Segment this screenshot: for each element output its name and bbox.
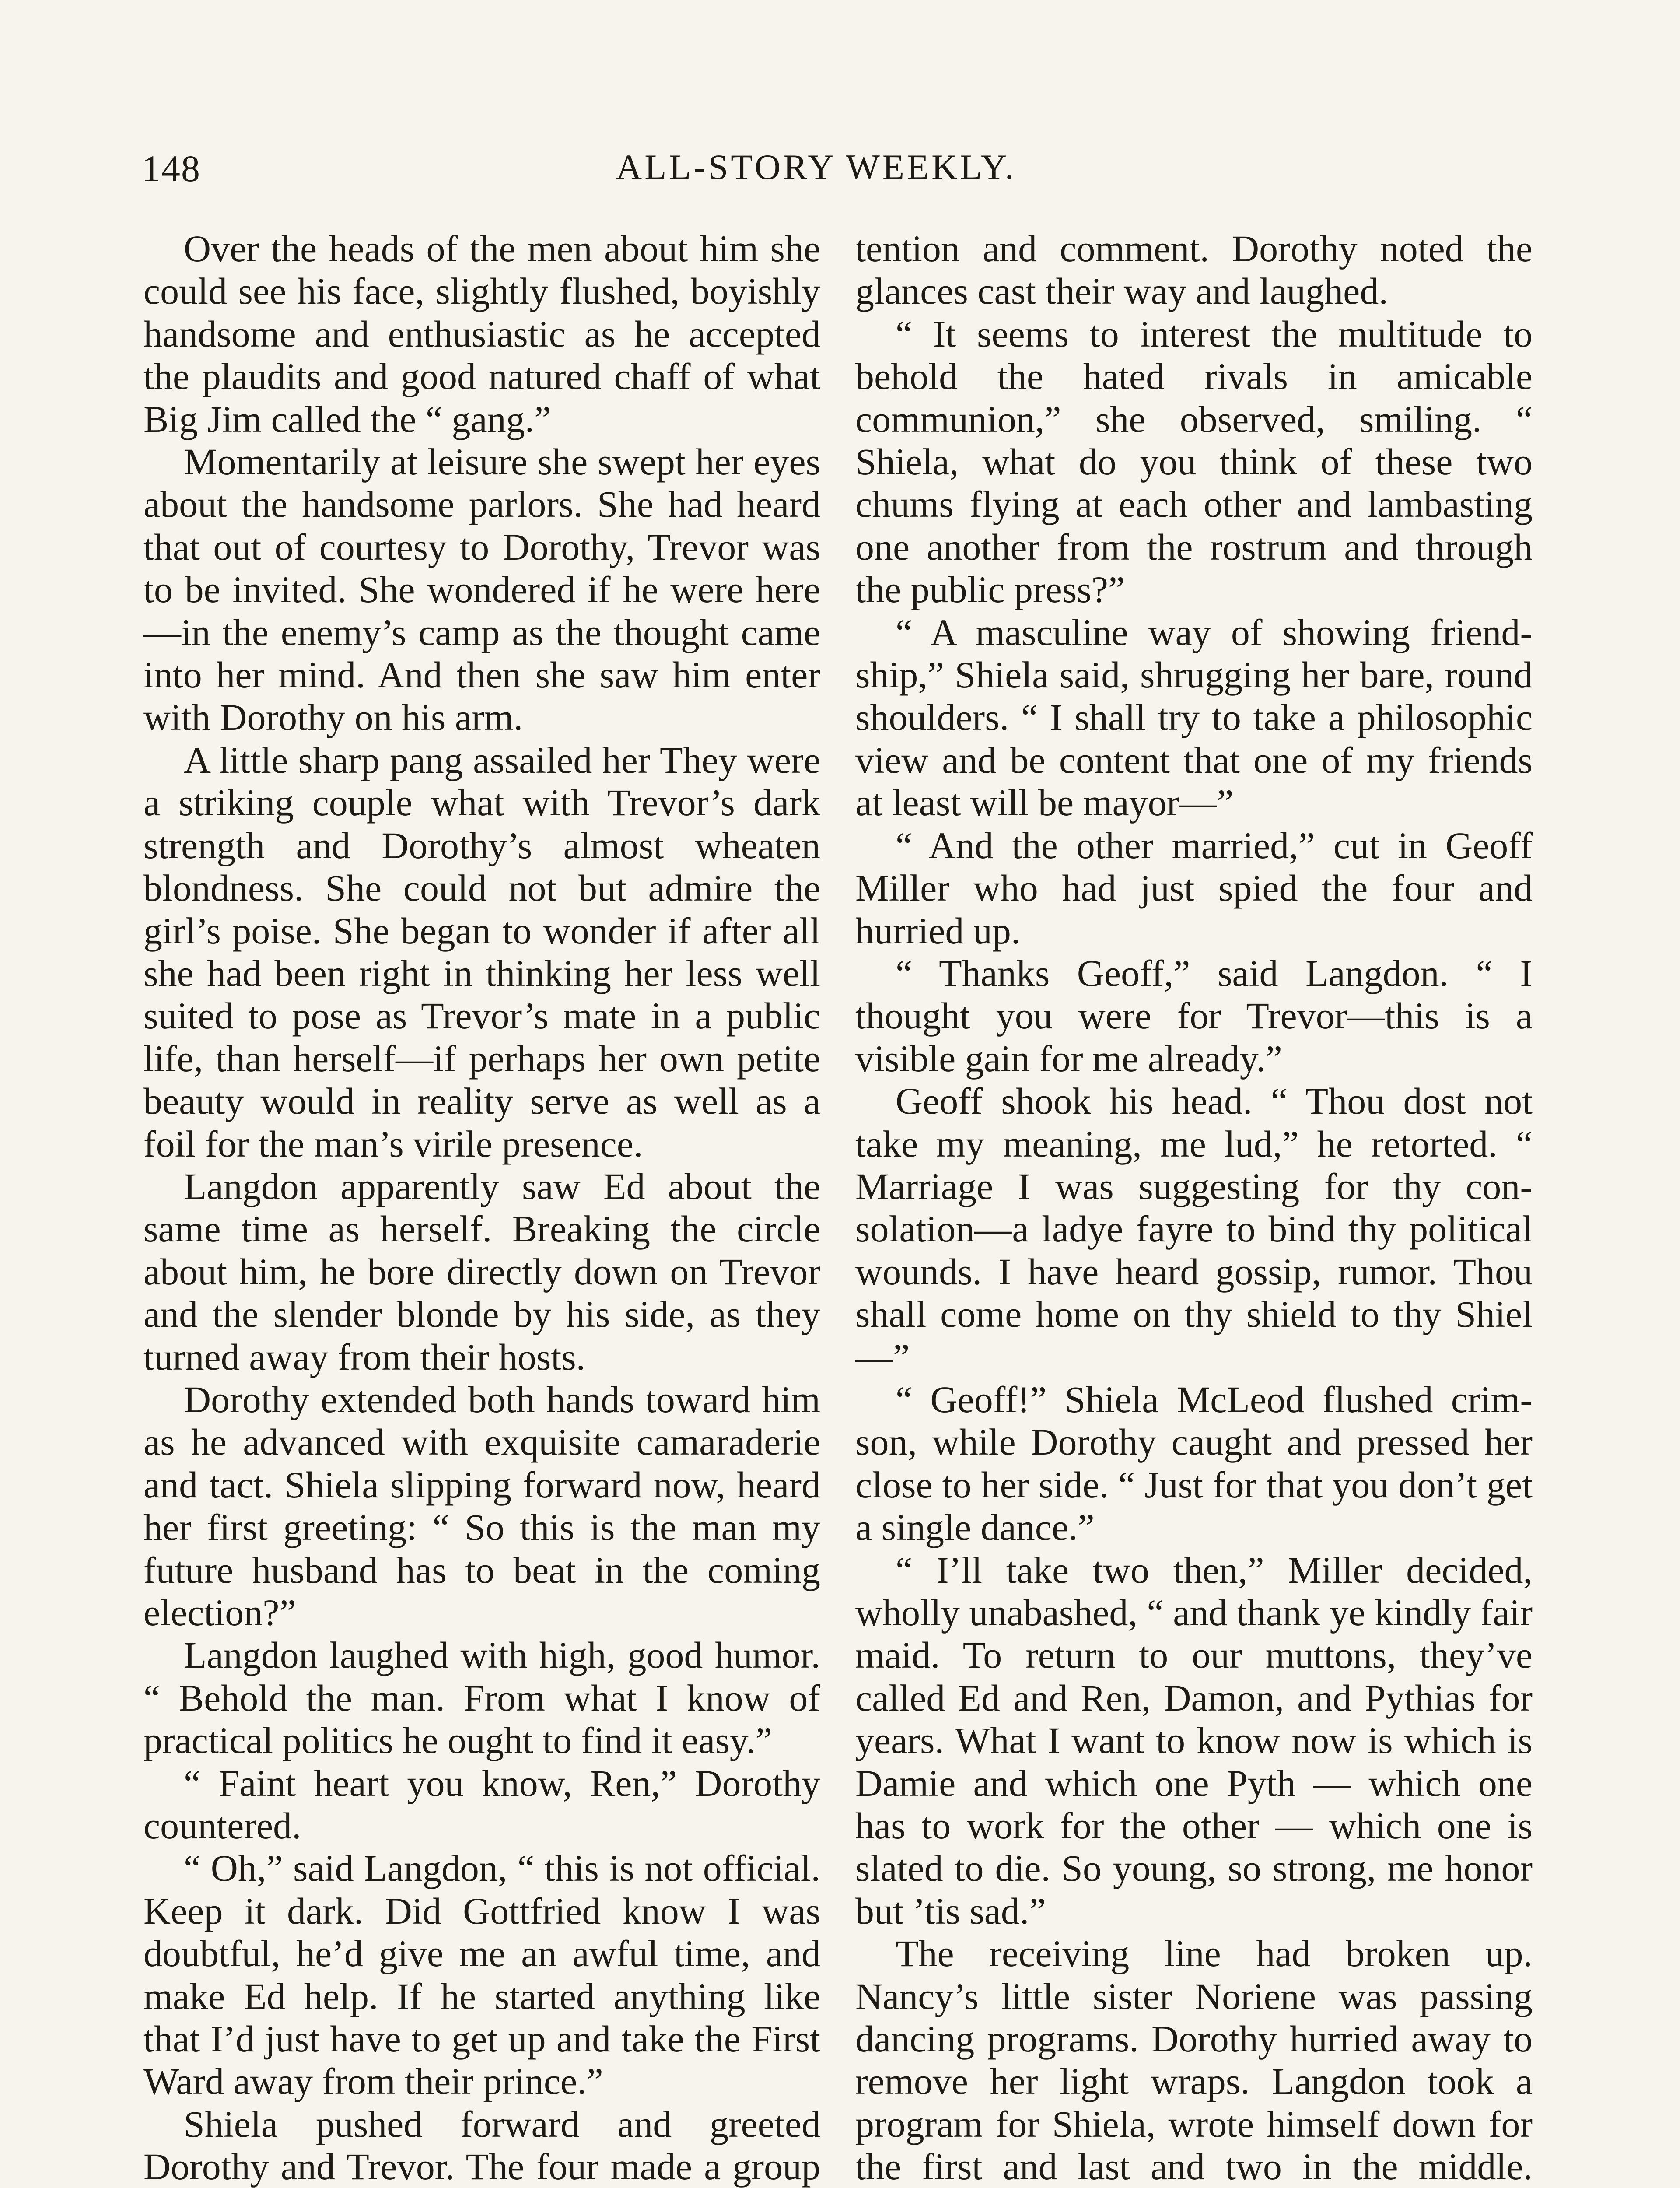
- paragraph: Momentarily at leisure she swept her eyes about the handsome parlors. She had heard that out of courtesy to Dorothy, Trevor was to be invited. She wondered if he were here—in the enemy’s camp as the thought came into her mind. And then she saw him enter with Dorothy on his arm.: [144, 441, 820, 739]
- paragraph: Over the heads of the men about him she could see his face, slightly flushed, boyishly handsome and enthusiastic as he accepted the plaudits and good natured chaff of what Big Jim called the “ gang.”: [144, 228, 820, 440]
- paragraph: “ A masculine way of showing friendship,” Shiela said, shrugging her bare, round shoulders. “ I shall try to take a philosophic view and be content that one of my friends at least will be mayor—”: [855, 611, 1533, 824]
- text-column-left: [144, 228, 820, 2188]
- paragraph: “ It seems to interest the multitude to behold the hated rivals in amicable communion,” she observed, smiling. “ Shiela, what do you think of these two chums flying at each other and lambasting one another from the rostrum and through the public press?”: [855, 312, 1533, 611]
- paragraph: Dorothy extended both hands toward him as he advanced with exquisite camaraderie and tact. Shiela slipping forward now, heard her first greeting: “ So this is the man my future husband has to beat in the coming election?”: [144, 1378, 820, 1634]
- paragraph: “ Geoff!” Shiela McLeod flushed crimson, while Dorothy caught and pressed her close to her side. “ Just for that you don’t get a single dance.”: [855, 1378, 1533, 1549]
- text-column-right: [855, 228, 1533, 2188]
- paragraph: Shiela pushed forward and greeted Dorothy and Trevor. The four made a group: [144, 2103, 820, 2188]
- paragraph: “ Faint heart you know, Ren,” Dorothy countered.: [144, 1762, 820, 1847]
- paragraph: “ I’ll take two then,” Miller decided, wholly unabashed, “ and thank ye kindly fair maid. To return to our muttons, they’ve called Ed and Ren, Damon, and Pythias for years. What I want to know now is which is Damie and which one Pyth — which one has to work for the other — which one is slated to die. So young, so strong, me honor but ’tis sad.”: [855, 1549, 1533, 1932]
- paragraph: Langdon apparently saw Ed about the same time as herself. Breaking the circle about him, he bore directly down on Trevor and the slender blonde by his side, as they turned away from their hosts.: [144, 1165, 820, 1378]
- paragraph: “ And the other married,” cut in Geoff Miller who had just spied the four and hurried up.: [855, 824, 1533, 952]
- paragraph: “ Thanks Geoff,” said Langdon. “ I thought you were for Trevor—this is a visible gain for me already.”: [855, 952, 1533, 1080]
- page-number: 148: [142, 147, 201, 189]
- paragraph: A little sharp pang assailed her They were a striking couple what with Trevor’s dark strength and Dorothy’s almost wheaten blondness. She could not but admire the girl’s poise. She began to wonder if after all she had been right in thinking her less well suited to pose as Trevor’s mate in a public life, than herself—if perhaps her own petite beauty would in reality serve as well as a foil for the man’s virile presence.: [144, 739, 820, 1165]
- paragraph: The receiving line had broken up. Nancy’s little sister Noriene was passing dancing programs. Dorothy hurried away to remove her light wraps. Langdon took a program for Shiela, wrote himself down for the first and last and two in the middle.: [855, 1932, 1533, 2188]
- running-head: ALL-STORY WEEKLY.: [616, 147, 1017, 187]
- paragraph-continuation: tention and comment. Dorothy noted the glances cast their way and laughed.: [855, 228, 1533, 312]
- paragraph: Geoff shook his head. “ Thou dost not take my meaning, me lud,” he retorted. “ Marriage I was suggesting for thy consolation—a ladye fayre to bind thy political wounds. I have heard gossip, rumor. Thou shall come home on thy shield to thy Shiel—”: [855, 1080, 1533, 1378]
- paragraph: “ Oh,” said Langdon, “ this is not official. Keep it dark. Did Gottfried know I was doubtful, he’d give me an awful time, and make Ed help. If he started anything like that I’d just have to get up and take the First Ward away from their prince.”: [144, 1847, 820, 2103]
- paragraph: Langdon laughed with high, good humor. “ Behold the man. From what I know of practical politics he ought to find it easy.”: [144, 1634, 820, 1762]
